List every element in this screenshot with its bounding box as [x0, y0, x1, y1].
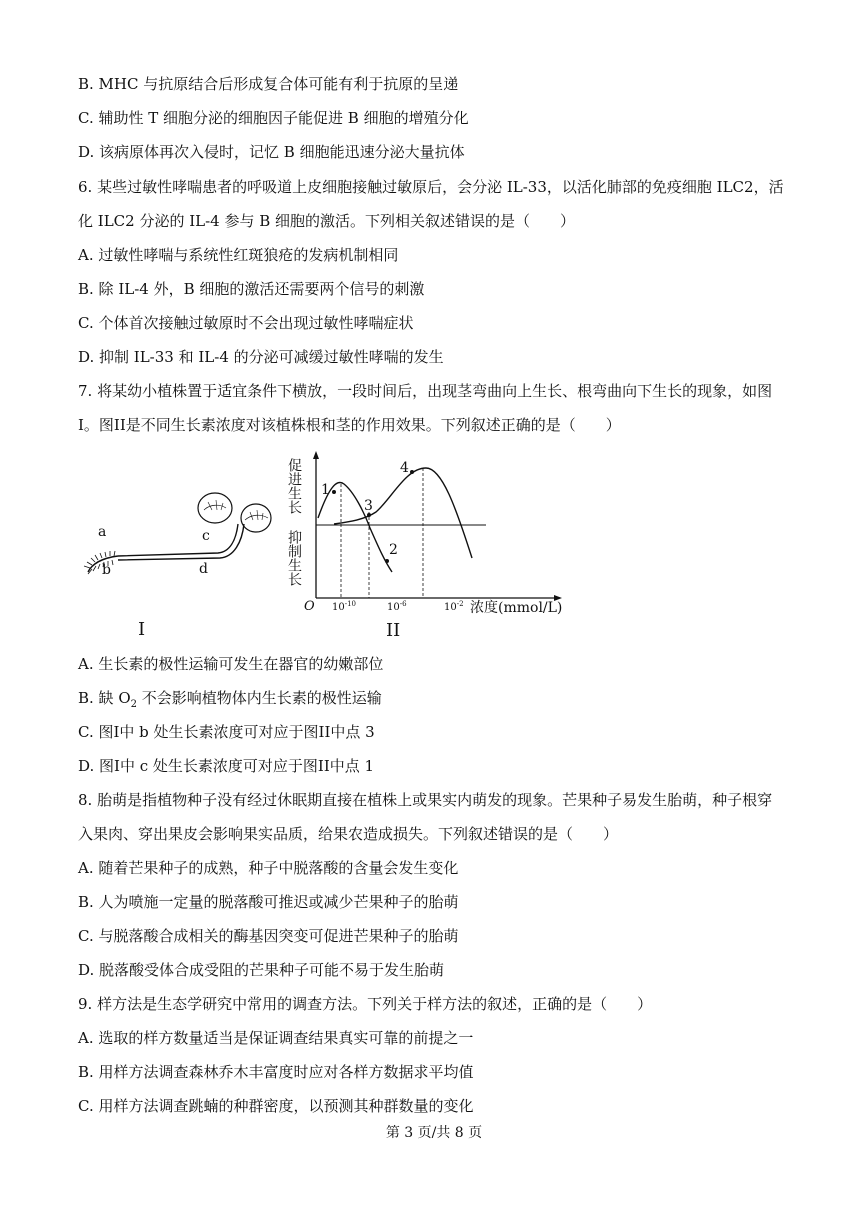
q6-option-b: B. 除 IL-4 外，B 细胞的激活还需要两个信号的刺激 — [78, 280, 425, 298]
stem-curve — [334, 468, 472, 558]
q8-option-b: B. 人为喷施一定量的脱落酸可推迟或减少芒果种子的胎萌 — [78, 893, 459, 911]
q7-stem-line2: I。图II是不同生长素浓度对该植株根和茎的作用效果。下列叙述正确的是（ ） — [78, 416, 621, 434]
point-1 — [332, 490, 336, 494]
page-footer: 第 3 页/共 8 页 — [385, 1125, 483, 1141]
option-b-prev: B. MHC 与抗原结合后形成复合体可能有利于抗原的呈递 — [78, 75, 459, 93]
q8-option-a: A. 随着芒果种子的成熟，种子中脱落酸的含量会发生变化 — [78, 859, 459, 877]
q6-stem-line2: 化 ILC2 分泌的 IL-4 参与 B 细胞的激活。下列相关叙述错误的是（ ） — [78, 212, 576, 230]
label-b: b — [102, 562, 111, 578]
figure-i-seedling — [70, 480, 280, 645]
origin-label: O — [304, 599, 315, 614]
q8-stem-line1: 8. 胎萌是指植物种子没有经过休眠期直接在植株上或果实内萌发的现象。芒果种子易发生胎萌，种子根穿 — [78, 791, 773, 809]
q7-option-c: C. 图I中 b 处生长素浓度可对应于图II中点 3 — [78, 723, 375, 741]
stem — [118, 524, 238, 556]
option-d-prev: D. 该病原体再次入侵时，记忆 B 细胞能迅速分泌大量抗体 — [78, 143, 465, 161]
label-d: d — [199, 561, 208, 577]
label-point-2: 2 — [389, 542, 398, 558]
q6-stem-line1: 6. 某些过敏性哮喘患者的呼吸道上皮细胞接触过敏原后，会分泌 IL-33，以活化肺部的免疫细胞 ILC2，活 — [78, 178, 784, 196]
label-point-1: 1 — [321, 482, 330, 498]
point-4 — [410, 470, 414, 474]
figure-ii-graph — [286, 448, 596, 648]
q6-option-c: C. 个体首次接触过敏原时不会出现过敏性哮喘症状 — [78, 314, 414, 332]
q7-option-d: D. 图I中 c 处生长素浓度可对应于图II中点 1 — [78, 757, 375, 775]
left-leaf — [198, 493, 232, 523]
q9-option-c: C. 用样方法调查跳蝻的种群密度，以预测其种群数量的变化 — [78, 1097, 474, 1115]
q8-option-c: C. 与脱落酸合成相关的酶基因突变可促进芒果种子的胎萌 — [78, 927, 459, 945]
point-2 — [385, 559, 389, 563]
q6-option-d: D. 抑制 IL-33 和 IL-4 的分泌可减缓过敏性哮喘的发生 — [78, 348, 444, 366]
ylabel-promote: 促进生长 — [286, 458, 302, 514]
q9-option-b: B. 用样方法调查森林乔木丰富度时应对各样方数据求平均值 — [78, 1063, 474, 1081]
q7-option-b: B. 缺 $O_2$ 不会影响植物体内生长素的极性运输 — [78, 689, 382, 710]
tick-2: $10^{-6}$ — [387, 600, 407, 613]
q8-option-d: D. 脱落酸受体合成受阻的芒果种子可能不易于发生胎萌 — [78, 961, 445, 979]
q7-option-a: A. 生长素的极性运输可发生在器官的幼嫩部位 — [78, 655, 384, 673]
figure-i-caption: I — [138, 619, 146, 640]
label-point-3: 3 — [364, 498, 373, 514]
tick-1: $10^{-10}$ — [332, 600, 357, 613]
figure-ii-caption: II — [386, 620, 401, 641]
ylabel-inhibit: 抑制生长 — [286, 530, 302, 586]
label-c: c — [202, 528, 210, 544]
q9-option-a: A. 选取的样方数量适当是保证调查结果真实可靠的前提之一 — [78, 1029, 474, 1047]
tick-3: $10^{-2}$ — [444, 600, 464, 613]
q7-stem-line1: 7. 将某幼小植株置于适宜条件下横放，一段时间后，出现茎弯曲向上生长、根弯曲向下生长的现象，如图 — [78, 382, 773, 400]
label-a: a — [98, 524, 107, 540]
label-point-4: 4 — [400, 460, 409, 476]
q8-stem-line2: 入果肉、穿出果皮会影响果实品质，给果农造成损失。下列叙述错误的是（ ） — [78, 825, 619, 843]
option-c-prev: C. 辅助性 T 细胞分泌的细胞因子能促进 B 细胞的增殖分化 — [78, 109, 469, 127]
x-axis-label: 浓度(mmol/L) — [470, 600, 563, 616]
q6-option-a: A. 过敏性哮喘与系统性红斑狼疮的发病机制相同 — [78, 246, 399, 264]
q9-stem: 9. 样方法是生态学研究中常用的调查方法。下列关于样方法的叙述，正确的是（ ） — [78, 995, 653, 1013]
right-leaf — [241, 504, 271, 532]
